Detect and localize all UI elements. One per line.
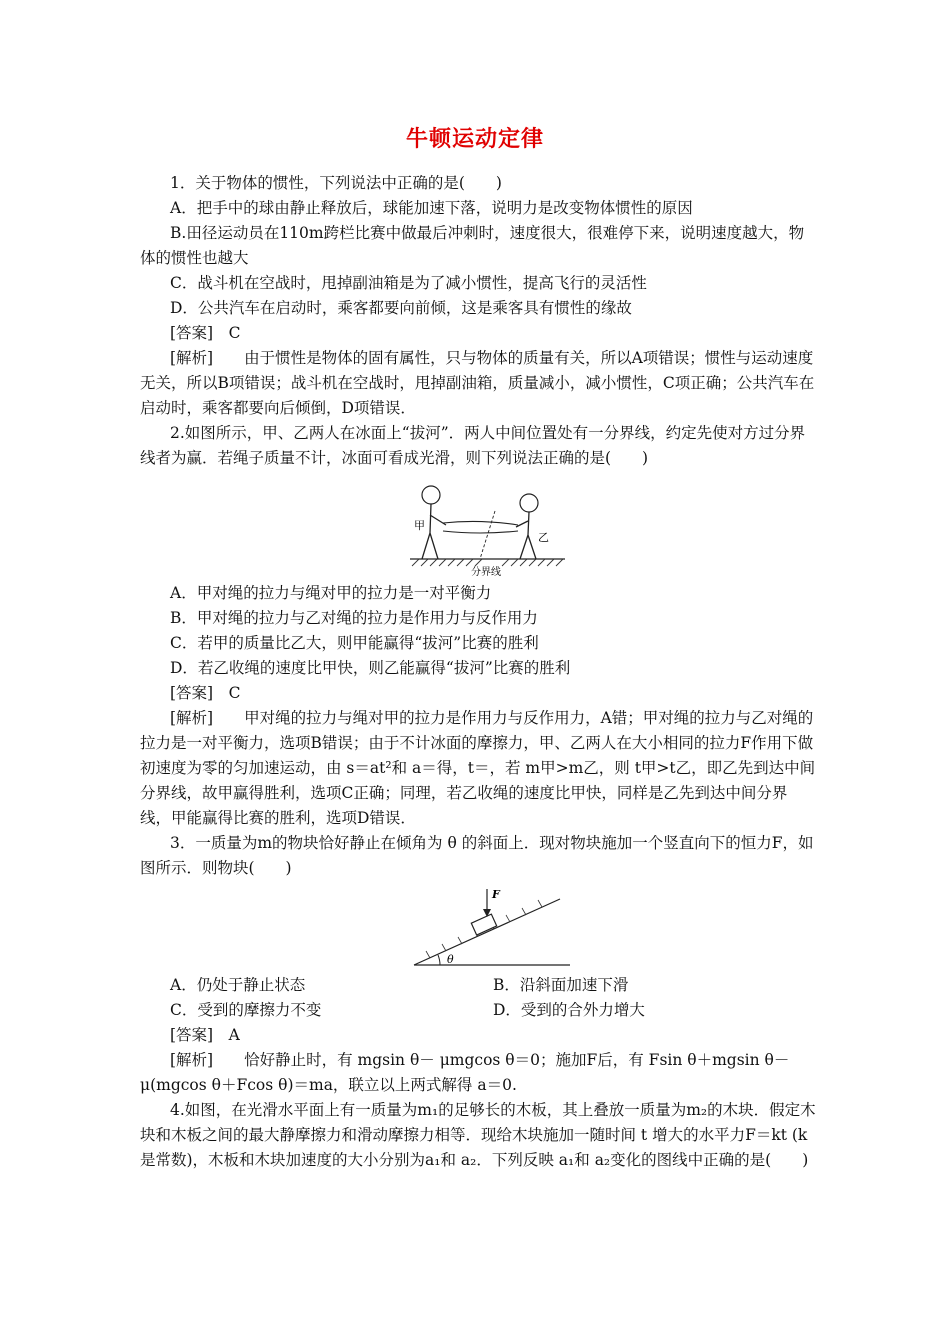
q1-option-c: C．战斗机在空战时，甩掉副油箱是为了减小惯性，提高飞行的灵活性 — [170, 274, 647, 292]
q3-option-d: D．受到的合外力增大 — [493, 1001, 645, 1019]
q2-option-b: B．甲对绳的拉力与乙对绳的拉力是作用力与反作用力 — [170, 609, 538, 627]
q1-option-d: D．公共汽车在启动时，乘客都要向前倾，这是乘客具有惯性的缘故 — [170, 299, 632, 317]
ground-hatching — [412, 559, 563, 566]
page-title: 牛顿运动定律 — [405, 127, 544, 152]
rope — [443, 521, 518, 533]
q2-analysis: [解析] 甲对绳的拉力与绳对甲的拉力是作用力与反作用力，A错；甲对绳的拉力与乙对绳的拉力是一对平衡力，选项B错误；由于不计冰面的摩擦力，甲、乙两人在大小相同的拉力F作用下做初速度为零的匀加速运动，由 s＝at²和 a＝得，t＝，若 m甲>m乙，则 t甲>t乙，即乙先到达中间分界线，故甲赢得胜利，选项C正确；同理，若乙收绳的速度比甲快，同样是乙先到达中间分界线，甲能赢得比赛的胜利，选项D错误． — [140, 709, 816, 827]
q3-stem: 3．一质量为m的物块恰好静止在倾角为 θ 的斜面上．现对物块施加一个竖直向下的恒力F，如图所示．则物块( ) — [140, 834, 814, 877]
label-dividing-line: 分界线 — [471, 567, 501, 577]
right-person-body — [516, 512, 536, 559]
q3-option-a: A．仍处于静止状态 — [170, 976, 306, 994]
q1-analysis: [解析] 由于惯性是物体的固有属性，只与物体的质量有关，所以A项错误；惯性与运动速度无关，所以B项错误；战斗机在空战时，甩掉副油箱，质量减小，减小惯性，C项正确；公共汽车在启动时，乘客都要向后倾倒，D项错误． — [140, 349, 815, 417]
label-jia: 甲 — [414, 519, 425, 532]
q3-analysis: [解析] 恰好静止时，有 mgsin θ－ μmgcos θ＝0；施加F后，有 Fsin θ＋mgsin θ－μ(mgcos θ＋Fcos θ)＝ma，联立以上两式解得 a＝0. — [140, 1051, 790, 1094]
incline-diagram — [140, 885, 816, 969]
block — [471, 914, 496, 935]
angle-arc — [438, 955, 440, 965]
left-person-body — [422, 504, 446, 559]
q3-option-b: B．沿斜面加速下滑 — [493, 976, 629, 994]
q1-option-b: B.田径运动员在110m跨栏比赛中做最后冲刺时，速度很大，很难停下来，说明速度越大，物体的惯性也越大 — [140, 224, 805, 267]
q2-stem: 2.如图所示，甲、乙两人在冰面上“拔河”．两人中间位置处有一分界线，约定先使对方过分界线者为赢．若绳子质量不计，冰面可看成光滑，则下列说法正确的是( ) — [140, 424, 806, 467]
q4-stem: 4.如图，在光滑水平面上有一质量为m₁的足够长的木板，其上叠放一质量为m₂的木块．假定木块和木板之间的最大静摩擦力和滑动摩擦力相等．现给木块施加一随时间 t 增大的水平力F＝kt (k是常数)，木板和木块加速度的大小分别为a₁和 a₂．下列反映 a₁和 a₂变化的图线中正确的是( ) — [140, 1101, 816, 1169]
q1-stem: 1．关于物体的惯性，下列说法中正确的是( ) — [170, 174, 502, 192]
q2-option-c: C．若甲的质量比乙大，则甲能赢得“拔河”比赛的胜利 — [170, 634, 539, 652]
q3-options-row-2 — [140, 998, 816, 1023]
right-person-head — [520, 494, 538, 512]
label-force: F — [492, 888, 500, 901]
dividing-line — [480, 511, 495, 559]
incline-figure — [140, 885, 816, 969]
q2-answer: [答案] C — [170, 684, 241, 702]
q1-answer: [答案] C — [170, 324, 241, 342]
q3-options-row-1 — [140, 973, 816, 998]
q2-option-d: D．若乙收绳的速度比甲快，则乙能赢得“拔河”比赛的胜利 — [170, 659, 571, 677]
tug-of-war-figure — [140, 475, 816, 577]
q1-option-a: A．把手中的球由静止释放后，球能加速下落，说明力是改变物体惯性的原因 — [170, 199, 693, 217]
content — [140, 171, 816, 1173]
label-theta: θ — [447, 953, 454, 966]
label-yi: 乙 — [538, 531, 549, 544]
q3-answer: [答案] A — [170, 1026, 240, 1044]
q2-option-a: A．甲对绳的拉力与绳对甲的拉力是一对平衡力 — [170, 584, 492, 602]
q3-option-c: C．受到的摩擦力不变 — [170, 1001, 322, 1019]
tug-of-war-diagram — [140, 475, 816, 577]
left-person-head — [422, 486, 440, 504]
